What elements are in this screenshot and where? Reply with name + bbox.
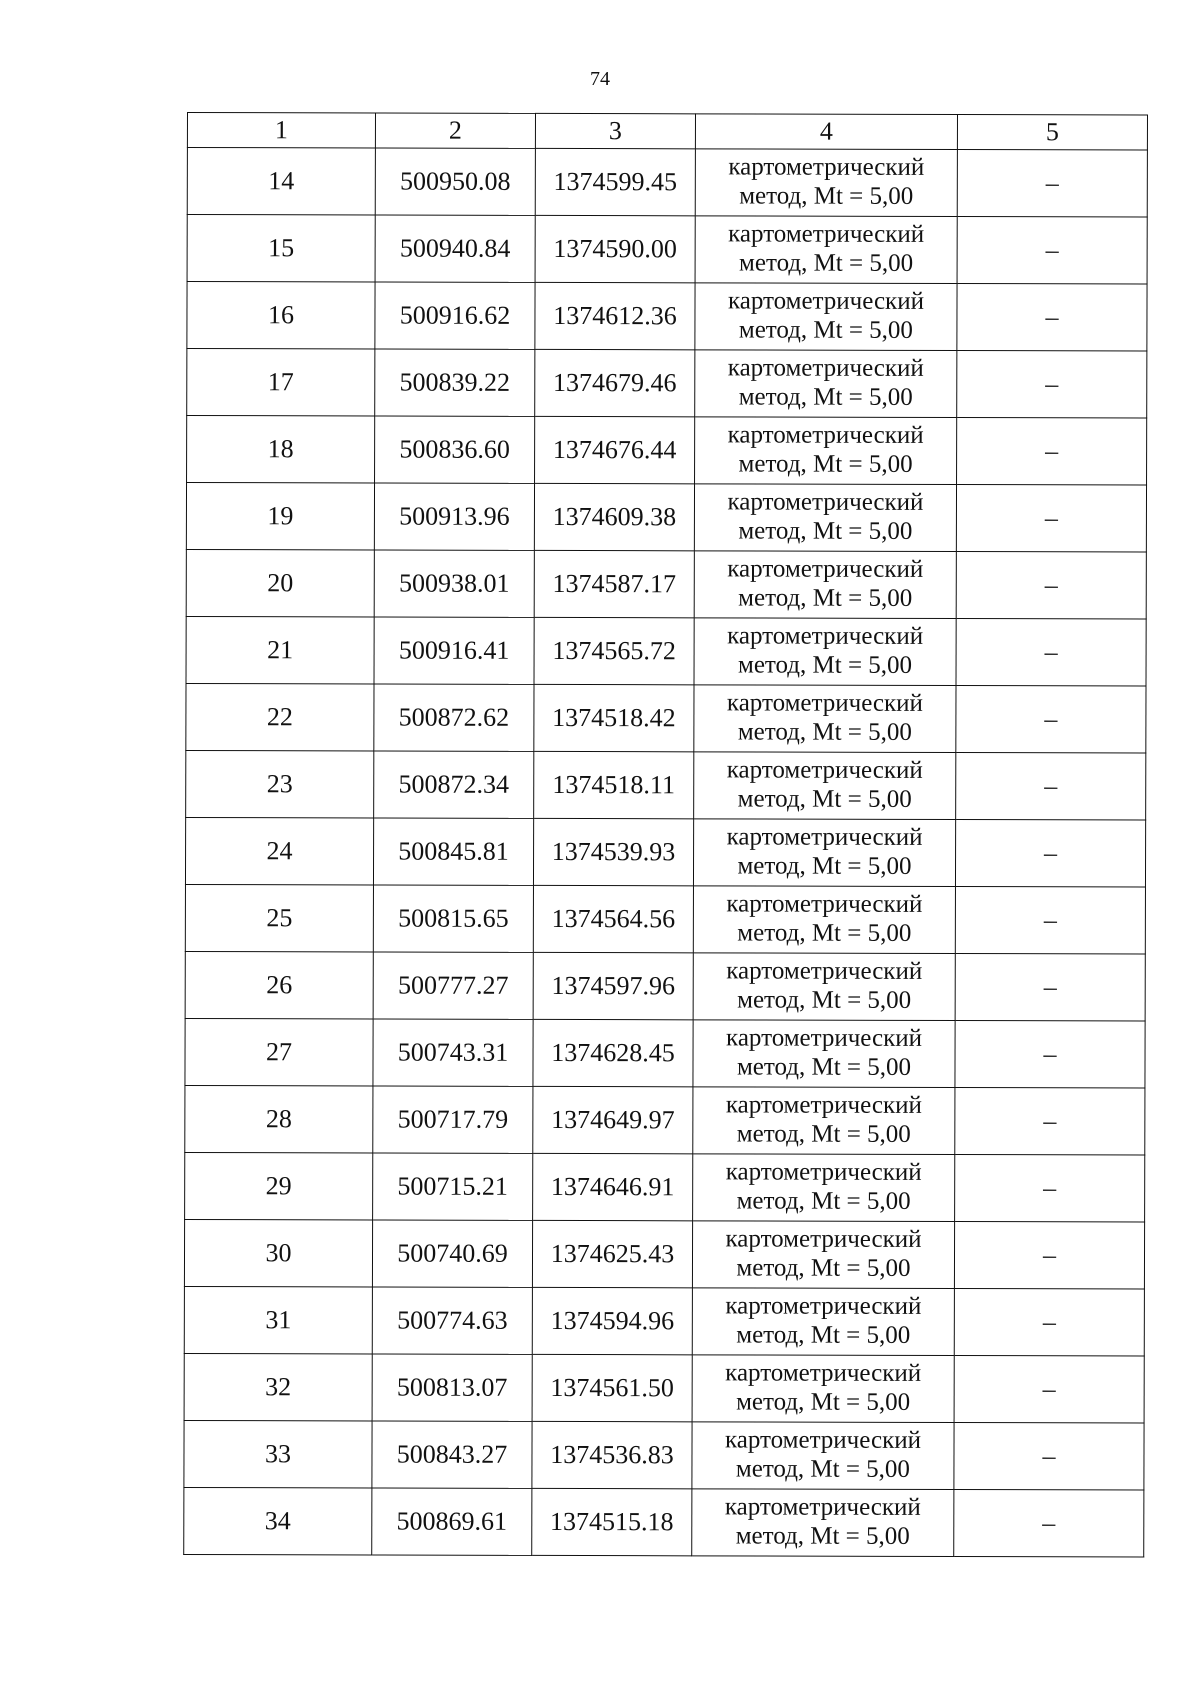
- note-cell: [954, 1423, 1144, 1490]
- header-col-3: 3: [535, 113, 695, 148]
- x-coordinate-cell: 500839.22: [375, 349, 535, 416]
- point-number-cell: 14: [187, 148, 375, 215]
- method-text: [696, 154, 957, 212]
- method-line-1: картометрический: [724, 1493, 921, 1522]
- note-cell: [957, 351, 1147, 418]
- method-cell: [693, 886, 955, 954]
- point-number-cell: 24: [185, 817, 373, 884]
- note-dash: –: [1044, 637, 1058, 667]
- method-line-1: картометрический: [726, 1024, 923, 1053]
- table-row: [186, 483, 1146, 553]
- method-text: [695, 489, 956, 547]
- table-row: [185, 951, 1145, 1021]
- method-line-1: картометрический: [725, 1225, 922, 1254]
- method-text: [695, 422, 956, 480]
- point-number-cell: 26: [185, 951, 373, 1018]
- y-coordinate-cell: 1374625.43: [532, 1220, 692, 1287]
- method-cell: [695, 350, 957, 418]
- table-header: [187, 113, 1147, 151]
- y-coordinate-cell: 1374594.96: [532, 1287, 692, 1354]
- x-coordinate-cell: 500845.81: [373, 818, 533, 885]
- method-cell: [693, 819, 955, 887]
- method-line-2: метод, Mt = 5,00: [737, 651, 913, 679]
- method-cell: [695, 283, 957, 351]
- method-line-2: метод, Mt = 5,00: [736, 1187, 911, 1215]
- x-coordinate-cell: 500843.27: [372, 1421, 532, 1488]
- note-cell: [955, 1021, 1145, 1088]
- method-text: [693, 1226, 954, 1284]
- y-coordinate-cell: 1374590.00: [535, 215, 695, 282]
- point-number-cell: 18: [187, 416, 375, 483]
- method-line-1: картометрический: [725, 1091, 922, 1120]
- method-line-1: картометрический: [728, 153, 925, 182]
- method-cell: [693, 953, 955, 1021]
- note-dash: –: [1044, 704, 1058, 734]
- point-number-cell: 17: [187, 349, 375, 416]
- method-cell: [692, 1355, 954, 1423]
- method-line-2: метод, Mt = 5,00: [736, 1321, 911, 1349]
- method-line-2: метод, Mt = 5,00: [738, 316, 913, 344]
- method-line-2: метод, Mt = 5,00: [735, 1522, 910, 1550]
- method-text: [693, 1159, 954, 1217]
- y-coordinate-cell: 1374561.50: [532, 1354, 692, 1421]
- method-line-2: метод, Mt = 5,00: [736, 1388, 911, 1416]
- note-dash: –: [1045, 168, 1059, 198]
- method-line-2: метод, Mt = 5,00: [736, 1120, 911, 1148]
- note-dash: –: [1044, 570, 1058, 600]
- note-cell: [954, 1490, 1144, 1557]
- header-col-4: 4: [695, 114, 957, 150]
- table-body: [184, 148, 1148, 1558]
- method-cell: [695, 216, 957, 284]
- table-row: [186, 616, 1146, 686]
- note-cell: [956, 686, 1146, 753]
- method-line-2: метод, Mt = 5,00: [738, 517, 913, 545]
- x-coordinate-cell: 500940.84: [375, 215, 535, 282]
- method-text: [693, 1293, 954, 1351]
- method-line-2: метод, Mt = 5,00: [735, 1455, 910, 1483]
- header-col-2: 2: [375, 113, 535, 148]
- method-cell: [694, 685, 956, 753]
- y-coordinate-cell: 1374649.97: [533, 1086, 693, 1153]
- note-cell: [955, 1088, 1145, 1155]
- note-dash: –: [1043, 905, 1057, 935]
- note-dash: –: [1042, 1374, 1056, 1404]
- x-coordinate-cell: 500872.34: [374, 751, 534, 818]
- table-row: [185, 1085, 1145, 1155]
- method-text: [692, 1427, 953, 1485]
- x-coordinate-cell: 500717.79: [373, 1086, 533, 1153]
- method-line-2: метод, Mt = 5,00: [738, 383, 913, 411]
- point-number-cell: 31: [184, 1286, 372, 1353]
- method-cell: [693, 1154, 955, 1222]
- method-line-2: метод, Mt = 5,00: [738, 450, 913, 478]
- point-number-cell: 15: [187, 215, 375, 282]
- point-number-cell: 23: [186, 750, 374, 817]
- method-text: [694, 958, 955, 1016]
- method-text: [693, 1092, 954, 1150]
- note-dash: –: [1045, 436, 1059, 466]
- note-cell: [954, 1356, 1144, 1423]
- note-cell: [956, 753, 1146, 820]
- method-line-2: метод, Mt = 5,00: [736, 1254, 911, 1282]
- x-coordinate-cell: 500740.69: [372, 1220, 532, 1287]
- x-coordinate-cell: 500872.62: [374, 684, 534, 751]
- note-dash: –: [1043, 1039, 1057, 1069]
- method-line-1: картометрический: [727, 354, 924, 383]
- note-cell: [954, 1289, 1144, 1356]
- note-cell: [954, 1222, 1144, 1289]
- method-line-2: метод, Mt = 5,00: [738, 584, 913, 612]
- method-text: [695, 623, 956, 681]
- method-cell: [693, 1020, 955, 1088]
- point-number-cell: 19: [186, 483, 374, 550]
- method-line-1: картометрический: [725, 1292, 922, 1321]
- y-coordinate-cell: 1374515.18: [532, 1488, 692, 1555]
- x-coordinate-cell: 500950.08: [375, 148, 535, 215]
- table-row: [187, 416, 1147, 486]
- method-line-1: картометрический: [727, 488, 924, 517]
- point-number-cell: 16: [187, 282, 375, 349]
- table-row: [185, 1018, 1145, 1088]
- method-line-1: картометрический: [727, 622, 924, 651]
- x-coordinate-cell: 500777.27: [373, 952, 533, 1019]
- y-coordinate-cell: 1374518.11: [534, 751, 694, 818]
- x-coordinate-cell: 500913.96: [374, 483, 534, 550]
- y-coordinate-cell: 1374599.45: [535, 148, 695, 215]
- point-number-cell: 32: [184, 1353, 372, 1420]
- point-number-cell: 21: [186, 616, 374, 683]
- x-coordinate-cell: 500715.21: [373, 1153, 533, 1220]
- method-cell: [694, 551, 956, 619]
- table-row: [184, 1420, 1144, 1490]
- method-line-1: картометрический: [727, 287, 925, 316]
- table-row: [186, 683, 1146, 753]
- method-cell: [692, 1288, 954, 1356]
- method-cell: [694, 484, 956, 552]
- method-cell: [695, 149, 957, 217]
- point-number-cell: 27: [185, 1018, 373, 1085]
- method-cell: [694, 618, 956, 686]
- note-cell: [957, 217, 1147, 284]
- y-coordinate-cell: 1374587.17: [534, 550, 694, 617]
- point-number-cell: 30: [184, 1219, 372, 1286]
- note-dash: –: [1045, 235, 1059, 265]
- note-dash: –: [1042, 1508, 1056, 1538]
- point-number-cell: 25: [185, 884, 373, 951]
- method-line-1: картометрический: [726, 823, 923, 852]
- point-number-cell: 28: [185, 1085, 373, 1152]
- note-dash: –: [1045, 302, 1059, 332]
- x-coordinate-cell: 500869.61: [372, 1488, 532, 1555]
- method-cell: [694, 752, 956, 820]
- y-coordinate-cell: 1374676.44: [535, 416, 695, 483]
- note-dash: –: [1042, 1307, 1056, 1337]
- point-number-cell: 29: [185, 1152, 373, 1219]
- note-cell: [955, 1155, 1145, 1222]
- note-cell: [956, 485, 1146, 552]
- note-dash: –: [1045, 369, 1059, 399]
- y-coordinate-cell: 1374565.72: [534, 617, 694, 684]
- method-line-1: картометрический: [726, 756, 923, 785]
- note-cell: [955, 954, 1145, 1021]
- method-line-1: картометрический: [726, 689, 923, 718]
- note-dash: –: [1044, 503, 1058, 533]
- method-line-2: метод, Mt = 5,00: [737, 986, 912, 1014]
- method-cell: [692, 1422, 954, 1490]
- note-dash: –: [1043, 1106, 1057, 1136]
- method-line-1: картометрический: [726, 890, 923, 919]
- table-row: [184, 1219, 1144, 1289]
- header-col-5: 5: [957, 115, 1147, 150]
- table-row: [184, 1353, 1144, 1423]
- method-text: [696, 221, 957, 279]
- x-coordinate-cell: 500743.31: [373, 1019, 533, 1086]
- note-dash: –: [1044, 771, 1058, 801]
- point-number-cell: 20: [186, 549, 374, 616]
- x-coordinate-cell: 500815.65: [373, 885, 533, 952]
- table-row: [185, 1152, 1145, 1222]
- method-line-1: картометрический: [725, 1158, 922, 1187]
- method-line-1: картометрический: [725, 1359, 922, 1388]
- x-coordinate-cell: 500938.01: [374, 550, 534, 617]
- table-row: [184, 1286, 1144, 1356]
- method-text: [694, 891, 955, 949]
- table-row: [186, 549, 1146, 619]
- table-row: [187, 215, 1147, 285]
- method-cell: [695, 417, 957, 485]
- table-row: [184, 1487, 1144, 1557]
- method-line-1: картометрический: [726, 957, 923, 986]
- method-text: [695, 355, 956, 413]
- x-coordinate-cell: 500813.07: [372, 1354, 532, 1421]
- method-line-1: картометрический: [727, 555, 924, 584]
- point-number-cell: 22: [186, 683, 374, 750]
- table-row: [185, 884, 1145, 954]
- note-cell: [957, 284, 1147, 351]
- method-cell: [692, 1489, 954, 1557]
- x-coordinate-cell: 500836.60: [375, 416, 535, 483]
- note-dash: –: [1044, 838, 1058, 868]
- header-col-1: 1: [187, 113, 375, 148]
- y-coordinate-cell: 1374536.83: [532, 1421, 692, 1488]
- table-row: [185, 817, 1145, 887]
- coordinates-table: [183, 112, 1148, 1558]
- y-coordinate-cell: 1374539.93: [533, 818, 693, 885]
- method-text: [693, 1025, 954, 1083]
- method-text: [695, 556, 956, 614]
- method-cell: [693, 1087, 955, 1155]
- method-text: [692, 1494, 953, 1552]
- point-number-cell: 33: [184, 1420, 372, 1487]
- method-line-2: метод, Mt = 5,00: [739, 249, 914, 277]
- page-number: 74: [590, 68, 610, 90]
- note-cell: [955, 887, 1145, 954]
- note-dash: –: [1042, 1240, 1057, 1270]
- method-line-1: картометрический: [728, 220, 925, 249]
- table-row: [187, 148, 1147, 218]
- method-line-2: метод, Mt = 5,00: [737, 718, 912, 746]
- note-dash: –: [1043, 972, 1057, 1002]
- note-dash: –: [1043, 1173, 1057, 1203]
- method-line-1: картометрический: [727, 421, 924, 450]
- method-line-2: метод, Mt = 5,00: [739, 182, 914, 210]
- x-coordinate-cell: 500916.62: [375, 282, 535, 349]
- x-coordinate-cell: 500916.41: [374, 617, 534, 684]
- y-coordinate-cell: 1374518.42: [534, 684, 694, 751]
- y-coordinate-cell: 1374628.45: [533, 1019, 693, 1086]
- table-row: [187, 349, 1147, 419]
- y-coordinate-cell: 1374609.38: [534, 483, 694, 550]
- method-cell: [692, 1221, 954, 1289]
- note-cell: [956, 552, 1146, 619]
- y-coordinate-cell: 1374564.56: [533, 885, 693, 952]
- note-dash: –: [1042, 1441, 1056, 1471]
- method-text: [694, 757, 955, 815]
- method-text: [694, 824, 955, 882]
- header-row: [187, 113, 1147, 151]
- y-coordinate-cell: 1374646.91: [533, 1153, 693, 1220]
- method-line-1: картометрический: [724, 1426, 922, 1455]
- method-text: [695, 288, 956, 346]
- method-line-2: метод, Mt = 5,00: [737, 919, 912, 947]
- point-number-cell: 34: [184, 1487, 372, 1554]
- method-line-2: метод, Mt = 5,00: [737, 785, 912, 813]
- table-row: [187, 282, 1147, 352]
- note-cell: [957, 418, 1147, 485]
- method-text: [693, 1360, 954, 1418]
- method-text: [694, 690, 955, 748]
- x-coordinate-cell: 500774.63: [372, 1287, 532, 1354]
- y-coordinate-cell: 1374612.36: [535, 282, 695, 349]
- y-coordinate-cell: 1374597.96: [533, 952, 693, 1019]
- note-cell: [956, 619, 1146, 686]
- method-line-2: метод, Mt = 5,00: [736, 1053, 912, 1081]
- note-cell: [957, 150, 1147, 217]
- note-cell: [955, 820, 1145, 887]
- y-coordinate-cell: 1374679.46: [535, 349, 695, 416]
- method-line-2: метод, Mt = 5,00: [737, 852, 912, 880]
- table-row: [186, 750, 1146, 820]
